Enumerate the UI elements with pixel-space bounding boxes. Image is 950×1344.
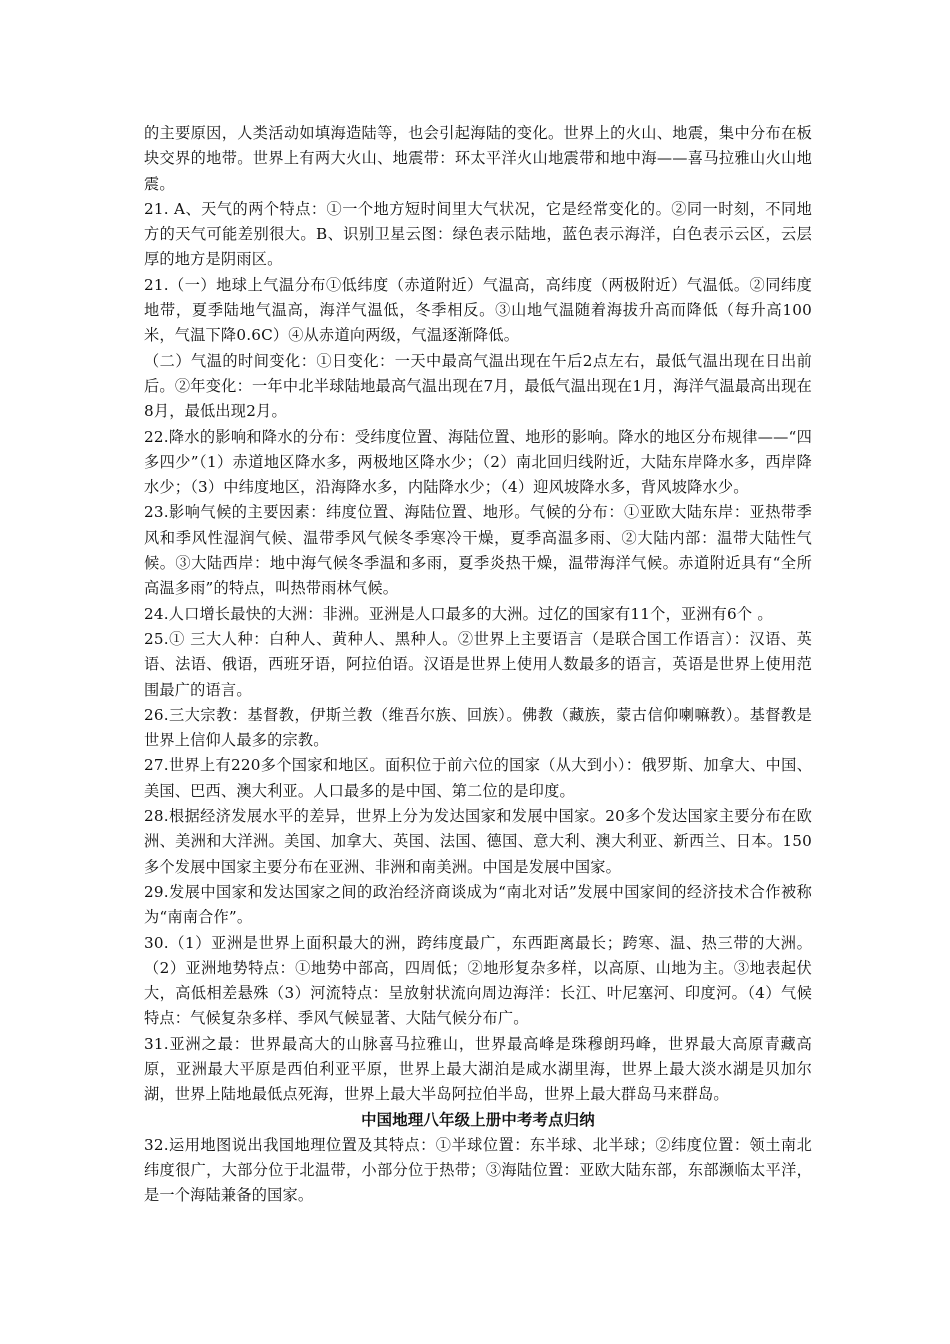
paragraph-25-races-languages: 25.① 三大人种：白种人、黄种人、黑种人。②世界上主要语言（是联合国工作语言）：汉语、英语、法语、俄语，西班牙语，阿拉伯语。汉语是世界上使用人数最多的语言，英语是世界上使用范围最广的语言。	[144, 629, 812, 699]
paragraph-28-development: 28.根据经济发展水平的差异，世界上分为发达国家和发展中国家。20多个发达国家主要分布在欧洲、美洲和大洋洲。美国、加拿大、英国、法国、德国、意大利、澳大利亚、新西兰、日本。150多个发展中国家主要分布在亚洲、非洲和南美洲。中国是发展中国家。	[144, 807, 812, 876]
document-body	[144, 121, 812, 1209]
paragraph-21-weather: 21. A、天气的两个特点：①一个地方短时间里大气状况，它是经常变化的。②同一时刻，不同地方的天气可能差别很大。B、识别卫星云图：绿色表示陆地，蓝色表示海洋，白色表示云区，云层厚的地方是阴雨区。	[144, 199, 812, 269]
paragraph-32-china-location: 32.运用地图说出我国地理位置及其特点：①半球位置：东半球、北半球；②纬度位置：领土南北纬度很广，大部分位于北温带，小部分位于热带；③海陆位置：亚欧大陆东部，东部濒临太平洋，是一个海陆兼备的国家。	[144, 1135, 812, 1205]
paragraph-29-dialogue: 29.发展中国家和发达国家之间的政治经济商谈成为“南北对话”发展中国家间的经济技术合作被称为“南南合作”。	[144, 882, 812, 927]
paragraph-24-population: 24.人口增长最快的大洲：非洲。亚洲是人口最多的大洲。过亿的国家有11个，亚洲有6个 。	[144, 604, 773, 623]
paragraph-27-countries: 27.世界上有220多个国家和地区。面积位于前六位的国家（从大到小）：俄罗斯、加拿大、中国、美国、巴西、澳大利亚。人口最多的是中国、第二位的是印度。	[144, 756, 812, 800]
section-heading: 中国地理八年级上册中考考点归纳	[361, 1110, 595, 1129]
paragraph-26-religions: 26.三大宗教：基督教，伊斯兰教（维吾尔族、回族）。佛教（藏族，蒙古信仰喇嘛教）。基督教是世界上信仰人最多的宗教。	[144, 705, 812, 750]
paragraph-30-asia: 30.（1）亚洲是世界上面积最大的洲，跨纬度最广，东西距离最长；跨寒、温、热三带的大洲。（2）亚洲地势特点：①地势中部高，四周低；②地形复杂多样，以高原、山地为主。③地表起伏大，高低相差悬殊（3）河流特点：呈放射状流向周边海洋：长江、叶尼塞河、印度河。（4）气候特点：气候复杂多样、季风气候显著、大陆气候分布广。	[144, 933, 812, 1028]
paragraph-21-temperature-distribution: 21.（一）地球上气温分布①低纬度（赤道附近）气温高，高纬度（两极附近）气温低。②同纬度地带，夏季陆地气温高，海洋气温低，冬季相反。③山地气温随着海拔升高而降低（每升高100米，气温下降0.6C）④从赤道向两级，气温逐渐降低。	[144, 275, 812, 345]
paragraph-22-precipitation: 22.降水的影响和降水的分布：受纬度位置、海陆位置、地形的影响。降水的地区分布规律——“四多四少”（1）赤道地区降水多，两极地区降水少；（2）南北回归线附近，大陆东岸降水多，西岸降水少；（3）中纬度地区，沿海降水多，内陆降水少；（4）迎风坡降水多，背风坡降水少。	[144, 427, 812, 497]
paragraph-temperature-time-change: （二）气温的时间变化：①日变化：一天中最高气温出现在午后2点左右，最低气温出现在日出前后。②年变化：一年中北半球陆地最高气温出现在7月，最低气温出现在1月，海洋气温最高出现在8月，最低出现2月。	[144, 351, 812, 421]
paragraph-23-climate: 23.影响气候的主要因素：纬度位置、海陆位置、地形。气候的分布：①亚欧大陆东岸：亚热带季风和季风性湿润气候、温带季风气候冬季寒冷干燥，夏季高温多雨、②大陆内部：温带大陆性气候。③大陆西岸：地中海气候冬季温和多雨，夏季炎热干燥，温带海洋气候。赤道附近具有“全所高温多雨”的特点，叫热带雨林气候。	[144, 503, 812, 598]
paragraph-plate-boundaries: 的主要原因，人类活动如填海造陆等，也会引起海陆的变化。世界上的火山、地震，集中分布在板块交界的地带。世界上有两大火山、地震带：环太平洋火山地震带和地中海——喜马拉雅山火山地震。	[144, 124, 812, 193]
paragraph-31-asia-records: 31.亚洲之最：世界最高大的山脉喜马拉雅山，世界最高峰是珠穆朗玛峰，世界最大高原青藏高原，亚洲最大平原是西伯利亚平原，世界上最大湖泊是咸水湖里海，世界上最大淡水湖是贝加尔湖，世界上陆地最低点死海，世界上最大半岛阿拉伯半岛，世界上最大群岛马来群岛。	[144, 1034, 812, 1104]
